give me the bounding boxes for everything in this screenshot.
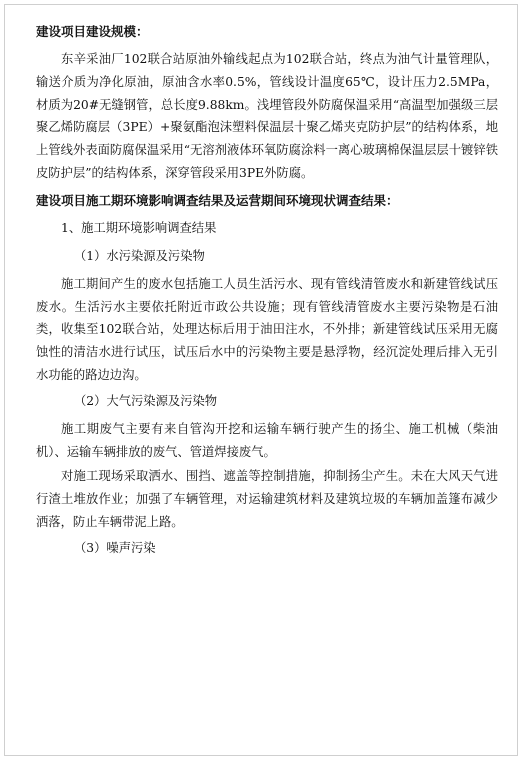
document-body xyxy=(36,22,498,565)
construction-scale-heading: 建设项目建设规模： xyxy=(36,24,149,39)
dust-control-paragraph: 对施工现场采取洒水、围挡、遮盖等控制措施，抑制扬尘产生。未在大风天气进行渣土堆放作业；加强了车辆管理，对运输建筑材料及建筑垃圾的车辆加盖篷布减少洒落，防止车辆带泥上路。 xyxy=(36,469,498,529)
survey-results-heading: 建设项目施工期环境影响调查结果及运营期间环境现状调查结果： xyxy=(36,192,399,208)
noise-pollution-subheading: （3）噪声污染 xyxy=(74,540,156,555)
document-page xyxy=(4,4,518,756)
water-pollution-subheading: （1）水污染源及污染物 xyxy=(74,248,205,263)
construction-period-subheading: 1、施工期环境影响调查结果 xyxy=(61,220,217,235)
air-pollution-paragraph: 施工期废气主要有来自管沟开挖和运输车辆行驶产生的扬尘、施工机械（柴油机）、运输车辆排放的废气、管道焊接废气。 xyxy=(36,421,498,459)
water-pollution-paragraph: 施工期间产生的废水包括施工人员生活污水、现有管线清管废水和新建管线试压废水。生活污水主要依托附近市政公共设施；现有管线清管废水主要污染物是石油类，收集至102联合站，处理达标后用于油田注水，不外排；新建管线试压采用无腐蚀性的清洁水进行试压，试压后水中的污染物主要是悬浮物，经沉淀处理后排入无引水功能的路边边沟。 xyxy=(36,276,498,382)
construction-scale-paragraph: 东辛采油厂102联合站原油外输线起点为102联合站，终点为油气计量管理队，输送介质为净化原油，原油含水率0.5%，管线设计温度65℃，设计压力2.5MPa，材质为20#无缝钢管，总长度9.88km。浅埋管段外防腐保温采用“高温型加强级三层聚乙烯防腐层（3PE）+聚氨酯泡沫塑料保温层十聚乙烯夹克防护层”的结构体系，地上管线外表面防腐保温采用“无溶剂液体环氧防腐涂料一离心玻璃棉保温层层十镀锌铁皮防护层”的结构体系，深穿管段采用3PE外防腐。 xyxy=(36,52,498,180)
air-pollution-subheading: （2）大气污染源及污染物 xyxy=(74,393,218,408)
